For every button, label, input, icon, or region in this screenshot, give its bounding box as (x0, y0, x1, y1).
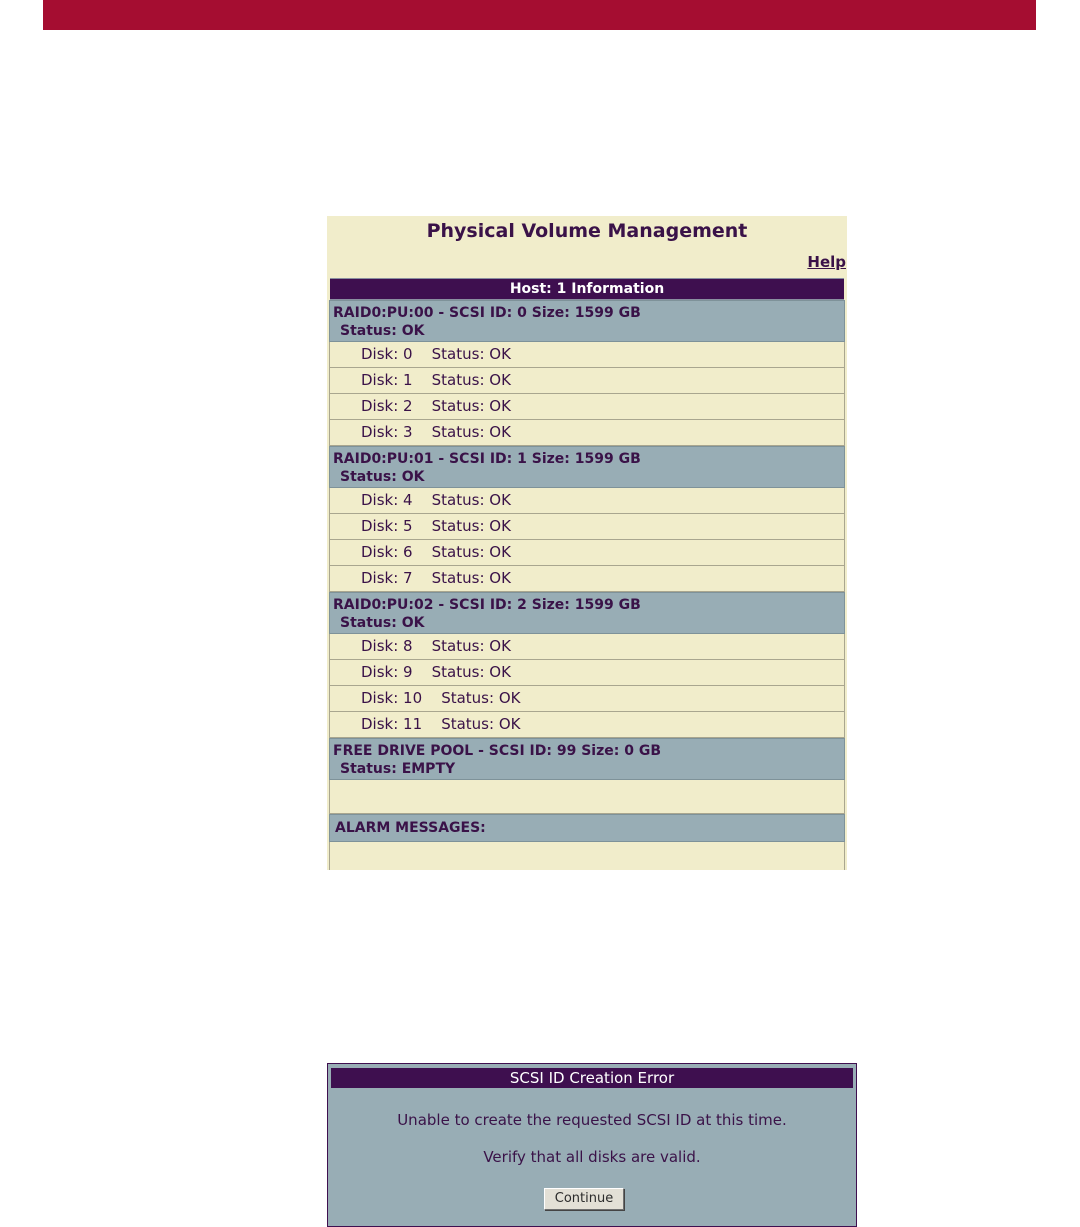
disk-row: Disk: 7 Status: OK (329, 566, 845, 592)
disk-row: Disk: 4 Status: OK (329, 488, 845, 514)
host-header: Host: 1 Information (330, 278, 844, 300)
alarm-messages-body (329, 842, 845, 870)
top-accent-bar (43, 0, 1036, 30)
help-link[interactable]: Help (807, 253, 846, 271)
pu-row (329, 446, 845, 488)
free-pool-row (329, 738, 845, 780)
dialog-title: SCSI ID Creation Error (331, 1068, 853, 1088)
pu-title: RAID0:PU:02 - SCSI ID: 2 Size: 1599 GB (333, 597, 641, 613)
free-pool-status: Status: EMPTY (340, 761, 456, 777)
free-pool-title: FREE DRIVE POOL - SCSI ID: 99 Size: 0 GB (333, 743, 661, 759)
disk-row: Disk: 5 Status: OK (329, 514, 845, 540)
disk-row: Disk: 8 Status: OK (329, 634, 845, 660)
pu-status: Status: OK (340, 615, 425, 631)
physical-volume-panel (327, 216, 847, 870)
disk-row: Disk: 10 Status: OK (329, 686, 845, 712)
dialog-message: Unable to create the requested SCSI ID at this time. (397, 1111, 787, 1129)
disk-row: Disk: 0 Status: OK (329, 342, 845, 368)
disk-row: Disk: 2 Status: OK (329, 394, 845, 420)
pu-status: Status: OK (340, 469, 425, 485)
disk-row: Disk: 1 Status: OK (329, 368, 845, 394)
pu-status: Status: OK (340, 323, 425, 339)
page-title: Physical Volume Management (426, 220, 748, 242)
free-pool-empty-row (329, 780, 845, 814)
disk-row: Disk: 6 Status: OK (329, 540, 845, 566)
continue-button[interactable]: Continue (544, 1188, 624, 1210)
pu-row (329, 592, 845, 634)
dialog-hint: Verify that all disks are valid. (483, 1148, 701, 1166)
disk-row: Disk: 9 Status: OK (329, 660, 845, 686)
volume-list (329, 300, 845, 870)
error-dialog (327, 1063, 857, 1227)
pu-title: RAID0:PU:01 - SCSI ID: 1 Size: 1599 GB (333, 451, 641, 467)
disk-row: Disk: 3 Status: OK (329, 420, 845, 446)
alarm-messages-header: ALARM MESSAGES: (329, 814, 845, 842)
disk-row: Disk: 11 Status: OK (329, 712, 845, 738)
pu-row (329, 300, 845, 342)
pu-title: RAID0:PU:00 - SCSI ID: 0 Size: 1599 GB (333, 305, 641, 321)
